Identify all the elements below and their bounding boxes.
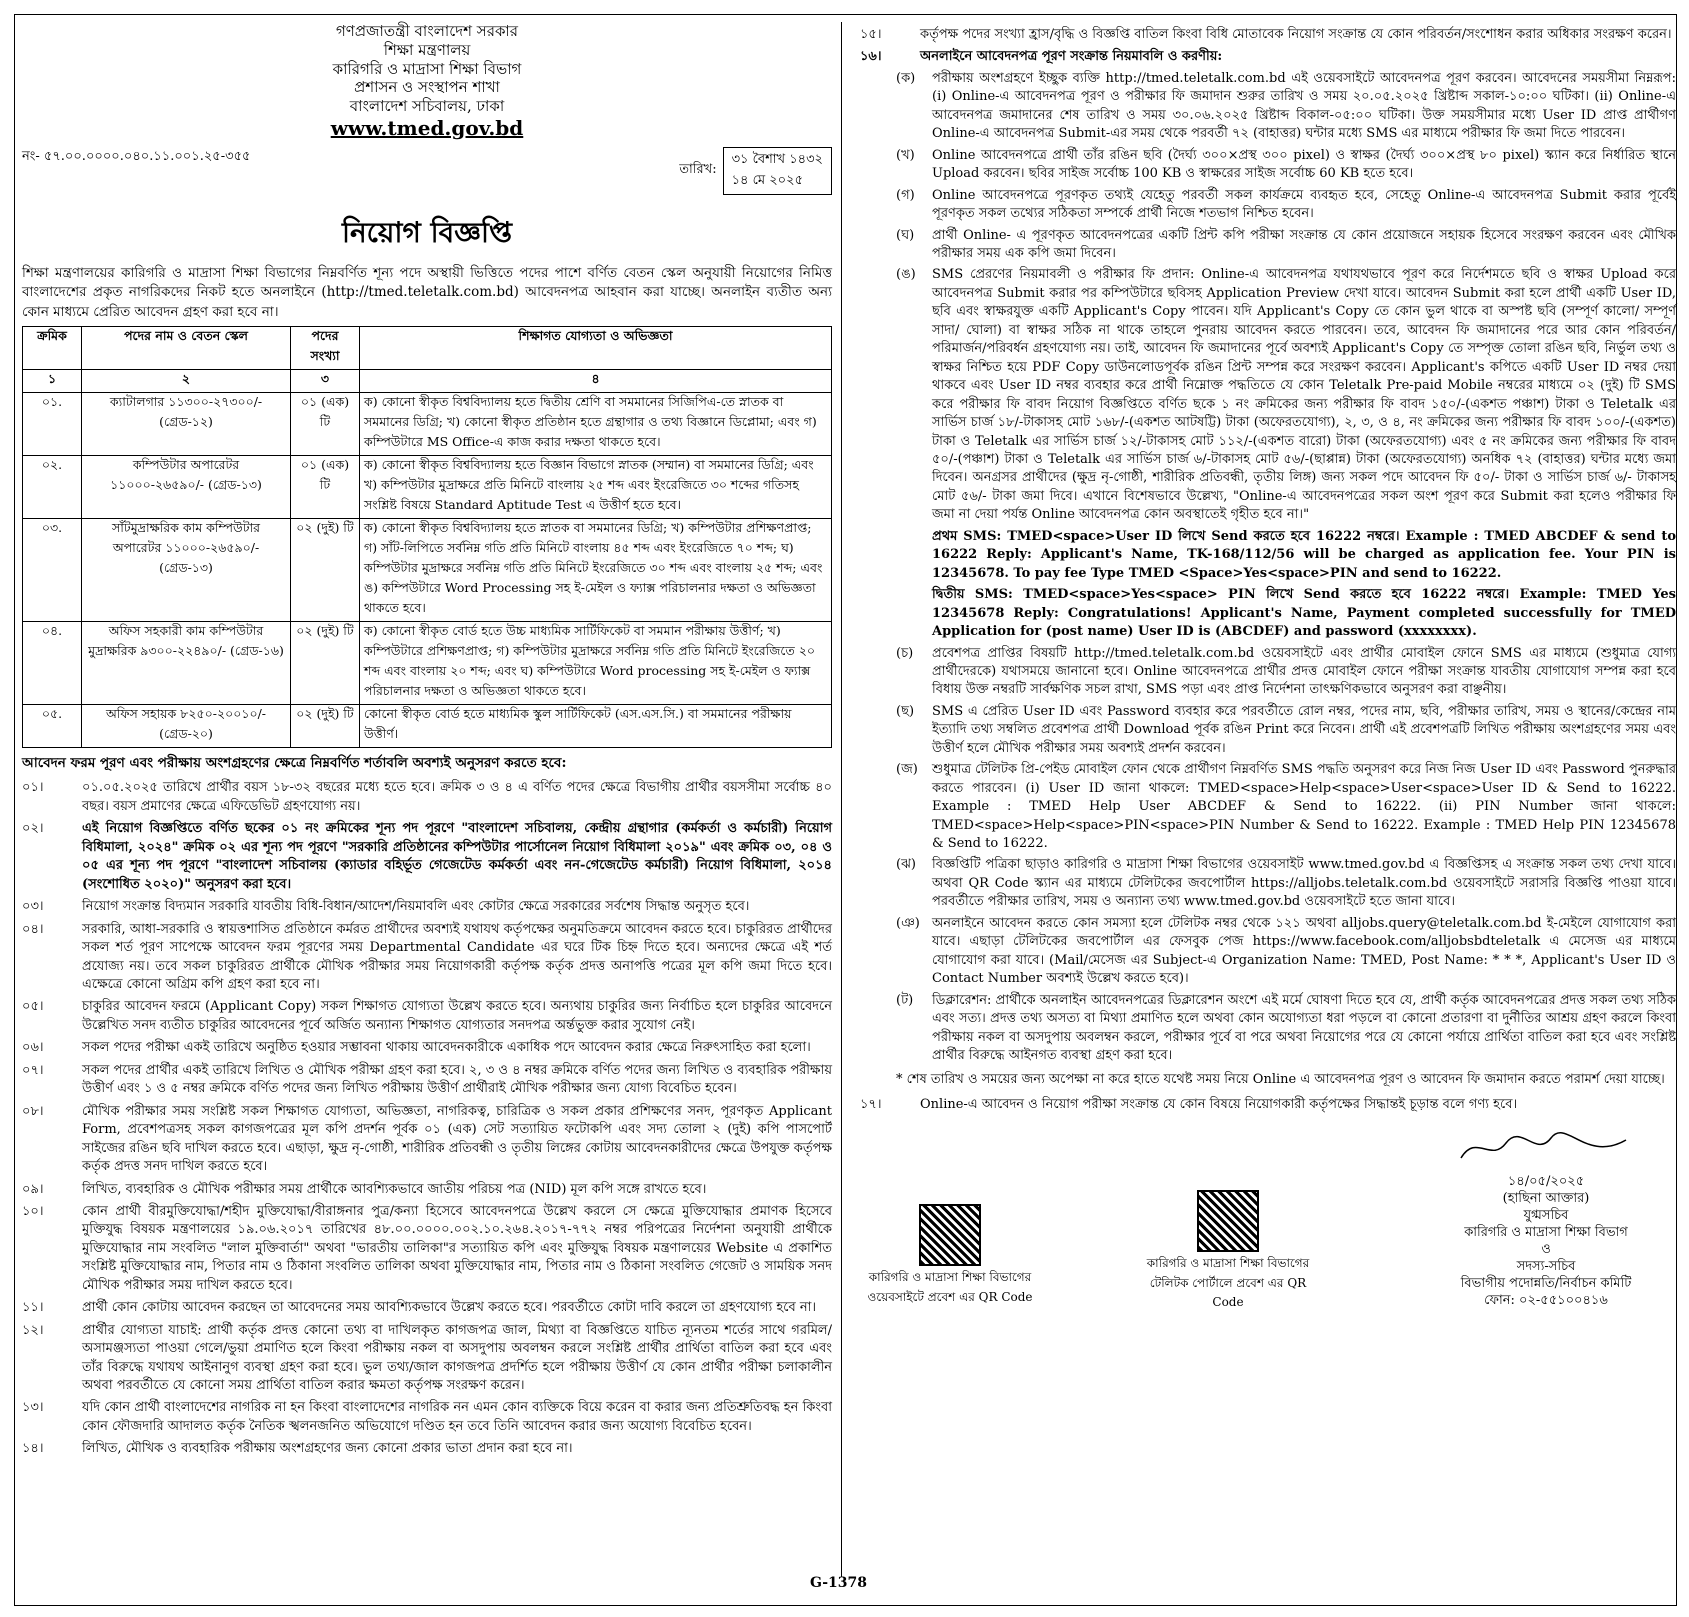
rule-text: পরীক্ষায় অংশগ্রহণে ইচ্ছুক ব্যক্তি http://tmed.teletalk.com.bd এই ওয়েবসাইটে আবেদনপত্র পূরণ করবেন। আবেদনের সময়সীমা নিম্নরূপ: (i) Online-এ আবেদনপত্র পূরণ ও পরীক্ষার ফি জমাদান শুরুর তারিখ ও সময় ২০.০৫.২০২৫ খ্রিষ্টাব্দ সকাল-১০:০০ ঘটিকা। (ii) Online-এ আবেদনপত্র জমাদানের শেষ তারিখ ও সময় ৩০.০৬.২০২৫ খ্রিষ্টাব্দ বিকাল-০৫:০০ ঘটিকা। উক্ত সময়সীমার মধ্যে User ID প্রাপ্ত প্রার্থীগণ Online-এ আবেদনপত্র Submit-এর সময় থেকে পরবর্তী ৭২ (বাহাত্তর) ঘন্টার মধ্যে SMS এর মাধ্যমে পরীক্ষার ফি জমা দিতে পারবেন। [932, 70, 1676, 142]
rule-label: (ঙ) [896, 267, 916, 283]
right-column [860, 22, 1676, 1309]
left-column [22, 22, 832, 1459]
condition-16-title [860, 48, 1676, 66]
column-divider [841, 22, 842, 1577]
condition-text: অনলাইনে আবেদনপত্র পূরণ সংক্রান্ত নিয়মাবলি ও করণীয়: [920, 49, 1223, 65]
notice-title: নিয়োগ বিজ্ঞপ্তি [341, 215, 513, 249]
rule-label: (ঘ) [896, 227, 915, 243]
signatory-name: (হাছিনা আক্তার) [1502, 1191, 1590, 1207]
rule-text: Online আবেদনপত্রে পূরণকৃত তথ্যই যেহেতু পরবর্তী সকল কার্যক্রমে ব্যবহৃত হবে, সেহেতু Online-এ আবেদনপত্র Submit করার পূর্বেই পূরণকৃত সকল তথ্যের সঠিকতা সম্পর্কে প্রার্থী নিজে শতভাগ নিশ্চিত হবেন। [932, 187, 1676, 222]
rule-label: (গ) [896, 187, 915, 203]
memo-row [22, 147, 832, 195]
cell-count: ০২ (দুই) টি [291, 519, 360, 622]
cell-serial: ০৩. [23, 519, 82, 622]
rule-label [896, 528, 932, 583]
qr-teletalk-caption: কারিগরি ও মাদ্রাসা শিক্ষা বিভাগের টেলিটক পোর্টালে প্রবেশ এর QR Code [1146, 1256, 1310, 1310]
condition-text: ০১.০৫.২০২৫ তারিখে প্রার্থীর বয়স ১৮-৩২ বছরের মধ্যে হতে হবে। ক্রমিক ৩ ও ৪ এ বর্ণিত পদের ক্ষেত্রে বিভাগীয় প্রার্থীর বয়সসীমা সর্বোচ্চ ৪০ বছর। বয়স প্রমাণের ক্ষেত্রে এফিডেভিট গ্রহণযোগ্য নয়। [82, 780, 832, 814]
rule-item [896, 147, 1676, 184]
condition-number: ০৮। [22, 1103, 44, 1119]
rule-label: (খ) [896, 147, 915, 163]
condition-item [22, 779, 832, 816]
condition-number: ০৩। [22, 899, 44, 915]
date-label: তারিখ: [679, 162, 717, 178]
cell-count: ০১ (এক) টি [291, 393, 360, 456]
rule-text: প্রার্থী Online- এ পূরণকৃত আবেদনপত্রের একটি প্রিন্ট কপি পরীক্ষা সংক্রান্ত যে কোন প্রয়োজনে সহায়ক হিসেবে সংরক্ষণ করবেন এবং মৌখিক পরীক্ষার সময় এক কপি জমা দিবেন। [932, 227, 1676, 261]
rule-text: দ্বিতীয় SMS: TMED<space>Yes<space> PIN লিখে Send করতে হবে 16222 নম্বরে। Example: TMED Yes 12345678 Reply: Congratulations! Applicant's Name, Payment completed successfully for TMED Application for (post name) User ID is (ABCDEF) and password (xxxxxxxx). [932, 587, 1676, 640]
condition-item [22, 1203, 832, 1295]
cell-count: ০১ (এক) টি [291, 456, 360, 519]
condition-number: ১১। [22, 1300, 44, 1316]
condition-number: ১৭। [860, 1096, 882, 1112]
header-line-1: গণপ্রজাতন্ত্রী বাংলাদেশ সরকার [335, 22, 519, 40]
rule-label: (জ) [896, 762, 918, 778]
header-line-5: বাংলাদেশ সচিবালয়, ঢাকা [349, 97, 505, 115]
cell-post: ক্যাটালগার ১১৩০০-২৭৩০০/- (গ্রেড-১২) [82, 393, 291, 456]
condition-text: চাকুরির আবেদন ফরমে (Applicant Copy) সকল শিক্ষাগত যোগ্যতা উল্লেখ করতে হবে। অন্যথায় চাকুরির জন্য নির্বাচিত হলে চাকুরির আবেদনে উল্লেখিত সনদ ব্যতীত চাকুরির আবেদনের পূর্বে অর্জিত অন্যান্য শিক্ষাগত যোগ্যতার সনদপত্র অর্ন্তভুক্ত করার সুযোগ নেই। [82, 999, 832, 1033]
condition-text: Online-এ আবেদন ও নিয়োগ পরীক্ষা সংক্রান্ত যে কোন বিষয়ে নিয়োগকারী কর্তৃপক্ষের সিদ্ধান্তই চূড়ান্ত বলে গণ্য হবে। [920, 1096, 1518, 1112]
condition-item [22, 1440, 832, 1458]
conditions-title: আবেদন ফরম পূরণ এবং পরীক্ষায় অংশগ্রহণের ক্ষেত্রে নিম্নবর্ণিত শর্তাবলি অবশ্যই অনুসরণ করতে হবে: [22, 755, 567, 772]
qr-code-icon[interactable] [919, 1204, 981, 1266]
condition-text: কোন প্রার্থী বীরমুক্তিযোদ্ধা/শহীদ মুক্তিযোদ্ধা/বীরাঙ্গনার পুত্র/কন্যা হিসেবে আবেদনপত্রে উল্লেখ করলে সে ক্ষেত্রে মুক্তিযোদ্ধার প্রমাণক হিসেবে মুক্তিযুদ্ধ বিষয়ক মন্ত্রণালয়ের ১৯.০৬.২০১৭ তারিখের ৪৮.০০.০০০০.০০২.১০.২৬৪.২০১৭-৭৭২ নম্বর পরিপত্রের নির্দেশনা অনুযায়ী প্রার্থীকে মুক্তিযোদ্ধার নাম সংবলিত "লাল মুক্তিবার্তা" অথবা "ভারতীয় তালিকা"র সত্যায়িত কপি এবং মুক্তিযুদ্ধ বিষয়ক মন্ত্রণালয়ের Website এ প্রকাশিত সংশ্লিষ্ট মুক্তিযোদ্ধার নাম, পিতার নাম ও ঠিকানা সংবলিত তালিকা অথবা মুক্তিযোদ্ধার নাম, পিতার নাম ও ঠিকানা সংবলিত গেজেট ও সাময়িক সনদ মৌখিক পরীক্ষার সময় দাখিল করতে হবে। [82, 1203, 832, 1293]
condition-number: ১৪। [22, 1441, 44, 1457]
sms-second [896, 586, 1676, 641]
date-en: ১৪ মে ২০২৫ [731, 172, 804, 188]
cell-qualification: ক) কোনো স্বীকৃত বোর্ড হতে উচ্চ মাধ্যমিক সার্টিফিকেট বা সমমান পরীক্ষায় উত্তীর্ণ; খ) কম্পিউটারে প্রশিক্ষণপ্রাপ্ত; গ) কম্পিউটার মুদ্রাক্ষরে সর্বনিম্ন গতি প্রতি মিনিটে ইংরেজিতে ২০ শব্দ এবং বাংলায় ২০ শব্দ; এবং ঘ) কম্পিউটারে Word processing সহ ই-মেইল ও ফ্যাক্স পরিচালনার দক্ষতা ও অভিজ্ঞতা থাকতে হবে। [360, 622, 832, 705]
rule-text: SMS প্রেরণের নিয়মাবলী ও পরীক্ষার ফি প্রদান: Online-এ আবেদনপত্র যথাযথভাবে পূরণ করে নির্দেশমতে ছবি ও স্বাক্ষর Upload করে আবেদনপত্র Submit করার পর কম্পিউটারে ছবিসহ Application Preview দেখা যাবে। আবেদন Submit করা হলে প্রার্থী একটি User ID, ছবি এবং স্বাক্ষরযুক্ত একটি Applicant's Copy পাবেন। যদি Applicant's Copy তে কোন ভুল থাকে বা অস্পষ্ট ছবি (সম্পূর্ণ কালো/ সম্পূর্ণ সাদা/ ঘোলা) বা স্বাক্ষর সঠিক না থাকে তাহলে পুনরায় আবেদন করতে পারবেন। তবে, আবেদন ফি জমাদানের পরে আর কোন পরিবর্তন/পরিমার্জন/পরিবর্ধন গ্রহণযোগ্য নয়। তাই, আবেদন ফি জমাদানের পূর্বে অবশ্যই Applicant's Copy তে সম্পৃক্ত তোলা রঙিন ছবি, নির্ভুল তথ্য ও স্বাক্ষর নিশ্চিত হয়ে PDF Copy ডাউনলোডপূর্বক রঙিন প্রিন্ট সম্পন্ন করে সংরক্ষণ করবেন। Applicant's কপিতে একটি User ID নম্বর দেয়া থাকবে এবং User ID নম্বর ব্যবহার করে প্রার্থী নিম্নোক্ত পদ্ধতিতে যে কোন Teletalk Pre-paid Mobile নম্বরের মাধ্যমে ০২ (দুই) টি SMS করে পরীক্ষার ফি বাবদ নিয়োগ বিজ্ঞপ্তিতে বর্ণিত ছকে ১ নং ক্রমিকের জন্য পরীক্ষার ফি বাবদ ১৫০/-(একশত পঞ্চাশ) টাকা ও Teletalk এর সার্ভিস চার্জ ১৮/-টাকাসহ মোট ১৬৮/-(একশত আটষট্টি) টাকা (অফেরতযোগ্য), ২, ৩, ও ৪, নং ক্রমিকের জন্য পরীক্ষার ফি বাবদ ১০০/-(একশত) টাকা ও Teletalk এর সার্ভিস চার্জ ১২/-টাকাসহ মোট ১১২/-(একশত বারো) টাকা (অফেরতযোগ্য) এবং ৫ নং ক্রমিকের জন্য পরীক্ষার ফি বাবদ ৫০/-(পঞ্চাশ) টাকা ও Teletalk এর সার্ভিস চার্জ ৬/-টাকাসহ মোট ৫৬/-(ছাপ্পান্ন) টাকা (অফেরতযোগ্য) অনধিক ৭২ (বাহাত্তর) ঘন্টার মধ্যে জমা দিবেন। অনগ্রসর প্রার্থীদের (ক্ষুদ্র নৃ-গোষ্ঠী, শারীরিক প্রতিবন্ধী, তৃতীয় লিঙ্গ) জন্য সকল পদে আবেদন ফি ৫০/- টাকা ও সার্ভিস চার্জ ৬/- টাকাসহ মোট ৫৬/- টাকা জমা দিবে। এখানে বিশেষভাবে উল্লেখ্য, "Online-এ আবেদনপত্রের সকল অংশ পূরণ করে Submit করা হলেও পরীক্ষার ফি জমা না দেয়া পর্যন্ত Online আবেদনপত্র কোন অবস্থাতেই গৃহীত হবে না।" [932, 267, 1676, 523]
th-index-3: ৩ [291, 370, 360, 393]
rule-text: SMS এ প্রেরিত User ID এবং Password ব্যবহার করে পরবর্তীতে রোল নম্বর, পদের নাম, ছবি, পরীক্ষার তারিখ, সময় ও স্থানের/কেন্দ্রের নাম ইত্যাদি তথ্য সম্বলিত প্রবেশপত্র প্রার্থী Download পূর্বক রঙিন Print করে নিবেন। প্রার্থী এই প্রবেশপত্রটি লিখিত পরীক্ষায় অংশগ্রহণের সময় এবং উত্তীর্ণ হলে মৌখিক পরীক্ষার সময় অবশ্যই প্রদর্শন করবেন। [932, 703, 1676, 756]
cell-qualification: ক) কোনো স্বীকৃত বিশ্ববিদ্যালয় হতে বিজ্ঞান বিভাগে স্নাতক (সম্মান) বা সমমানের ডিগ্রি; এবং খ) কম্পিউটার মুদ্রাক্ষরে প্রতি মিনিটে বাংলায় ২৫ শব্দ এবং ইংরেজিতে ৩০ শব্দের গতিসহ সংশ্লিষ্ট বিষয়ে Standard Aptitude Test এ উত্তীর্ণ হতে হবে। [360, 456, 832, 519]
cell-serial: ০১. [23, 393, 82, 456]
rule-item [896, 761, 1676, 853]
footer-row [860, 1128, 1676, 1309]
table-row [23, 393, 832, 456]
condition-text: সকল পদের প্রার্থীর একই তারিখে লিখিত ও মৌখিক পরীক্ষা গ্রহণ করা হবে। ২, ৩ ও ৪ নম্বর ক্রমিকে বর্ণিত পদের জন্য লিখিত ও ব্যবহারিক পরীক্ষায় উত্তীর্ণ এবং ১ ও ৫ নম্বর ক্রমিকে বর্ণিত পদের জন্য লিখিত পরীক্ষায় উত্তীর্ণ প্রার্থীরাই মৌখিক পরীক্ষার জন্য যোগ্য বিবেচিত হবেন। [82, 1062, 832, 1097]
intro-paragraph: শিক্ষা মন্ত্রণালয়ের কারিগরি ও মাদ্রাসা শিক্ষা বিভাগের নিম্নবর্ণিত শূন্য পদে অস্থায়ী ভিত্তিতে পদের পাশে বর্ণিত বেতন স্কেল অনুযায়ী নিয়োগের নিমিত্ত বাংলাদেশের প্রকৃত নাগরিকদের নিকট হতে অনলাইনে (http://tmed.teletalk.com.bd) আবেদনপত্র আহবান করা যাচ্ছে। অনলাইন ব্যতীত অন্য কোন মাধ্যমে প্রেরিত আবেদন গ্রহণ করা হবে না। [22, 264, 832, 320]
rule-label [896, 586, 932, 641]
condition-item [22, 921, 832, 995]
signature-icon [1456, 1128, 1636, 1168]
rule-item [896, 703, 1676, 758]
signature-block [1416, 1128, 1676, 1309]
condition-text: সকল পদের পরীক্ষা একই তারিখে অনুষ্ঠিত হওয়ার সম্ভাবনা থাকায় আবেদনকারীকে একাধিক পদে আবেদন করার ক্ষেত্রে নিরুৎসাহিত করা হলো। [82, 1040, 811, 1056]
condition-number: ০৬। [22, 1040, 44, 1056]
signatory-title: যুগ্মসচিব [1523, 1208, 1569, 1224]
cell-post: অফিস সহায়ক ৮২৫০-২০০১০/- (গ্রেড-২০) [82, 705, 291, 748]
condition-item [22, 1039, 832, 1057]
rule-label: (চ) [896, 645, 914, 661]
condition-item [22, 1103, 832, 1177]
signature-date: ১৪/০৫/২০২৫ [1507, 1174, 1585, 1190]
condition-text: লিখিত, ব্যবহারিক ও মৌখিক পরীক্ষার সময় প্রার্থীকে আবশ্যিকভাবে জাতীয় পরিচয় পত্র (NID) মূল কপি সঙ্গে রাখতে হবে। [82, 1181, 707, 1197]
qr-website-caption: কারিগরি ও মাদ্রাসা শিক্ষা বিভাগের ওয়েবসাইটে প্রবেশ এর QR Code [867, 1270, 1033, 1305]
condition-number: ০১। [22, 780, 44, 796]
signatory-phone: ফোন: ০২-৫৫১০০৪১৬ [1484, 1292, 1608, 1308]
posts-table [22, 326, 832, 748]
header-line-2: শিক্ষা মন্ত্রণালয় [383, 40, 471, 59]
th-serial: ক্রমিক [23, 327, 82, 370]
date-box [723, 147, 832, 195]
condition-number: ০৫। [22, 999, 44, 1015]
cell-count: ০২ (দুই) টি [291, 705, 360, 748]
th-post: পদের নাম ও বেতন স্কেল [82, 327, 291, 370]
condition-item [22, 820, 832, 894]
rule-text: অনলাইনে আবেদন করতে কোন সমস্যা হলে টেলিটক নম্বর থেকে ১২১ অথবা alljobs.query@teletalk.com.bd ই-মেইলে যোগাযোগ করা যাবে। এছাড়া টেলিটকের জবপোর্টাল এর ফেসবুক পেজ https://www.facebook.com/alljobsbdteletalk এ মেসেজ এর মাধ্যমে যোগাযোগ করা যাবে। (Mail/মেসেজ এর Subject-এ Organization Name: TMED, Post Name: * * *, Applicant's User ID ও Contact Number অবশ্যই উল্লেখ করতে হবে)। [932, 915, 1676, 987]
note-text: * শেষ তারিখ ও সময়ের জন্য অপেক্ষা না করে হাতে যথেষ্ট সময় নিয়ে Online এ আবেদনপত্র পূরণ ও আবেদন ফি জমাদান করতে পরামর্শ দেয়া যাচ্ছে। [896, 1072, 1665, 1088]
conditions-list [22, 779, 832, 1458]
rule-label: (ক) [896, 70, 916, 86]
condition-item [22, 1181, 832, 1199]
rule-item [896, 992, 1676, 1066]
table-row [23, 705, 832, 748]
th-qualification: শিক্ষাগত যোগ্যতা ও অভিজ্ঞতা [360, 327, 832, 370]
online-rules [860, 70, 1676, 1090]
condition-text: লিখিত, মৌখিক ও ব্যবহারিক পরীক্ষায় অংশগ্রহণের জন্য কোনো প্রকার ভাতা প্রদান করা হবে না। [82, 1441, 573, 1457]
rule-text: প্রথম SMS: TMED<space>User ID লিখে Send করতে হবে 16222 নম্বরে। Example : TMED ABCDEF & send to 16222 Reply: Applicant's Name, TK-168/112/56 will be charged as application fee. Your PIN is 12345678. To pay fee Type TMED <Space>Yes<space>PIN and send to 16222. [932, 528, 1676, 581]
condition-text: নিয়োগ সংক্রান্ত বিদ্যমান সরকারি যাবতীয় বিধি-বিধান/আদেশ/নিয়মাবলি এবং কোটার ক্ষেত্রে সরকারের সর্বশেষ সিদ্ধান্ত অনুসৃত হবে। [82, 899, 750, 915]
condition-item [22, 1322, 832, 1396]
condition-number: ১০। [22, 1203, 44, 1219]
rule-label: (ঝ) [896, 857, 916, 873]
rule-text: Online আবেদনপত্রে প্রার্থী তাঁর রঙিন ছবি (দৈর্ঘ্য ৩০০×প্রস্থ ৩০০ pixel) ও স্বাক্ষর (দৈর্ঘ্য ৩০০×প্রস্থ ৮০ pixel) স্ক্যান করে নির্ধারিত স্থানে Upload করবেন। ছবির সাইজ সর্বোচ্চ 100 KB ও স্বাক্ষরের সাইজ সর্বোচ্চ 60 KB হতে হবে। [932, 147, 1676, 182]
rule-text: বিজ্ঞপ্তিটি পত্রিকা ছাড়াও কারিগরি ও মাদ্রাসা শিক্ষা বিভাগের ওয়েবসাইট www.tmed.gov.bd এ বিজ্ঞপ্তিসহ এ সংক্রান্ত সকল তথ্য দেখা যাবে। অথবা QR Code স্ক্যান এর মাধ্যমে টেলিটকের জবপোর্টাল https://alljobs.teletalk.com.bd ওয়েবসাইটে সরাসরি বিজ্ঞপ্তি পাওয়া যাবে। পরবর্তীতে পরীক্ষার তারিখ, সময় ও অন্যান্য তথ্য www.tmed.gov.bd ওয়েবসাইটে হতে জানা যাবে। [932, 857, 1676, 910]
condition-item [22, 1399, 832, 1436]
memo-number: নং- ৫৭.০০.০০০০.০৪০.১১.০০১.২৫-৩৫৫ [22, 148, 251, 164]
rule-label: (ছ) [896, 703, 915, 719]
header-line-3: কারিগরি ও মাদ্রাসা শিক্ষা বিভাগ [332, 59, 522, 78]
condition-item [22, 998, 832, 1035]
table-row [23, 519, 832, 622]
th-index-1: ১ [23, 370, 82, 393]
rule-label: (ট) [896, 992, 914, 1008]
cell-qualification: ক) কোনো স্বীকৃত বিশ্ববিদ্যালয় হতে দ্বিতীয় শ্রেণি বা সমমানের সিজিপিএ-তে স্নাতক বা সমমানের ডিগ্রি; খ) কোনো স্বীকৃত প্রতিষ্ঠান হতে গ্রন্থাগার ও তথ্য বিজ্ঞানে ডিপ্লোমা; এবং গ) কম্পিউটারে MS Office-এ কাজ করার দক্ষতা থাকতে হবে। [360, 393, 832, 456]
condition-number: ১৩। [22, 1400, 44, 1416]
letterhead [22, 22, 832, 141]
condition-text: মৌখিক পরীক্ষার সময় সংশ্লিষ্ট সকল শিক্ষাগত যোগ্যতা, অভিজ্ঞতা, নাগরিকত্ব, চারিত্রিক ও সকল প্রকার প্রশিক্ষণের সনদ, পূরণকৃত Applicant Form, প্রবেশপত্রসহ সকল কাগজপত্রের মূল কপি প্রদর্শন পূর্বক ০১ (এক) সেট সত্যায়িত ফটোকপি এবং সদ্য তোলা ২ (দুই) কপি পাসপোর্ট সাইজের রঙিন ছবি দাখিল করতে হবে। এছাড়া, ক্ষুদ্র নৃ-গোষ্ঠী, শারীরিক প্রতিবন্ধী ও তৃতীয় লিঙ্গের কোটায় আবেদনকারীদের ক্ষেত্রে উপযুক্ত কর্তৃপক্ষ কর্তৃক প্রদত্ত সনদ দাখিল করতে হবে। [82, 1103, 832, 1175]
cell-qualification: কোনো স্বীকৃত বোর্ড হতে মাধ্যমিক স্কুল সার্টিফিকেট (এস.এস.সি.) বা সমমানের পরীক্ষায় উত্তীর্ণ। [360, 705, 832, 748]
rule-text: শুধুমাত্র টেলিটক প্রি-পেইড মোবাইল ফোন থেকে প্রার্থীগণ নিম্নবর্ণিত SMS পদ্ধতি অনুসরণ করে নিজ নিজ User ID এবং Password পুনরুদ্ধার করতে পারবেন। (i) User ID জানা থাকলে: TMED<space>Help<space>User<space>User ID & Send to 16222. Example : TMED Help User ABCDEF & Send to 16222. (ii) PIN Number জানা থাকলে: TMED<space>Help<space>PIN<space>PIN Number & Send to 16222. Example : TMED Help PIN 12345678 & Send to 16222. [932, 762, 1676, 852]
rule-label: (ঞ) [896, 915, 920, 931]
condition-text: প্রার্থীর যোগ্যতা যাচাই: প্রার্থী কর্তৃক প্রদত্ত কোনো তথ্য বা দাখিলকৃত কাগজপত্র জাল, মিথ্যা বা বিজ্ঞপ্তিতে যাচিত ন্যূনতম শর্তের সাথে গরমিল/অসামঞ্জস্যতা পাওয়া গেলে/ভুয়া প্রমাণিত হলে কিংবা পরীক্ষায় নকল বা অসদুপায় অবলম্বন করলে সংশ্লিষ্ট প্রার্থীর প্রার্থিতা বাতিল করা হবে এবং তাঁর বিরুদ্ধে যথাযথ আইনানুগ ব্যবস্থা গ্রহণ করা হবে। ভুল তথ্য/জাল কাগজপত্র প্রদর্শিত হলে পরীক্ষায় উত্তীর্ণ যে কোন প্রার্থীর পরীক্ষা চলাকালীন অথবা পরবর্তীতে যে কোনো সময় প্রার্থিতা বাতিল করার ক্ষমতা কর্তৃপক্ষ সংরক্ষণ করেন। [82, 1322, 832, 1394]
condition-number: ০৪। [22, 921, 44, 937]
th-index-4: ৪ [360, 370, 832, 393]
rule-text: ডিক্লারেশন: প্রার্থীকে অনলাইন আবেদনপত্রের ডিক্লারেশন অংশে এই মর্মে ঘোষণা দিতে হবে যে, প্রার্থী কর্তৃক আবেদনপত্রের প্রদত্ত সকল তথ্য সঠিক এবং সত্য। প্রদত্ত তথ্য অসত্য বা মিথ্যা প্রমাণিত হলে অথবা কোন অযোগ্যতা ধরা পড়লে বা কোনো প্রতারণা বা দুর্নীতির আশ্রয় গ্রহণ করলে কিংবা পরীক্ষায় নকল বা অসদুপায় অবলম্বন করলে, পরীক্ষার পূর্বে বা পরে অথবা নিয়োগের পরে যে কোনো পর্যায়ে প্রার্থিতা বাতিল করা হবে এবং সংশ্লিষ্ট প্রার্থীর বিরুদ্ধে আইনগত ব্যবস্থা গ্রহণ করা হবে। [932, 992, 1676, 1064]
condition-number: ০৯। [22, 1181, 44, 1197]
condition-item [22, 1299, 832, 1317]
condition-text: এই নিয়োগ বিজ্ঞপ্তিতে বর্ণিত ছকের ০১ নং ক্রমিকের শূন্য পদ পূরণে "বাংলাদেশ সচিবালয়, কেন্দ্রীয় গ্রন্থাগার (কর্মকর্তা ও কর্মচারী) নিয়োগ বিধিমালা, ২০২৪" ক্রমিক ০২ এর শূন্য পদ পূরণে "সরকারি প্রতিষ্ঠানের কম্পিউটার পার্সোনেল নিয়োগ বিধিমালা ২০১৯" এবং ক্রমিক ০৩, ০৪ ও ০৫ এর শূন্য পদ পূরণে "বাংলাদেশ সচিবালয় (ক্যাডার বহির্ভূত গেজেটেড কর্মকর্তা এবং নন-গেজেটেড কর্মচারী) নিয়োগ বিধিমালা, ২০১৪ (সংশোধিত ২০২০)" অনুসরণ করা হবে। [82, 821, 832, 892]
cell-serial: ০৫. [23, 705, 82, 748]
condition-number: ০২। [22, 821, 44, 837]
cell-post: অফিস সহকারী কাম কম্পিউটার মুদ্রাক্ষরিক ৯৩০০-২২৪৯০/- (গ্রেড-১৬) [82, 622, 291, 705]
signatory-committee: বিভাগীয় পদোন্নতি/নির্বাচন কমিটি [1460, 1275, 1632, 1291]
signatory-and: ও [1541, 1241, 1551, 1257]
date-bn: ৩১ বৈশাখ ১৪৩২ [731, 151, 823, 167]
rule-item [896, 856, 1676, 911]
condition-number: ০৭। [22, 1062, 44, 1078]
rule-item [896, 915, 1676, 989]
rule-item [896, 187, 1676, 224]
condition-item [22, 1062, 832, 1099]
qr-teletalk[interactable] [1138, 1190, 1318, 1309]
cell-serial: ০২. [23, 456, 82, 519]
rule-item [896, 645, 1676, 700]
qr-code-icon[interactable] [1197, 1190, 1259, 1252]
rule-text: প্রবেশপত্র প্রাপ্তির বিষয়টি http://tmed.teletalk.com.bd ওয়েবসাইটে এবং প্রার্থীর মোবাইল ফোনে SMS এর মাধ্যমে (শুধুমাত্র যোগ্য প্রার্থীদেরকে) যথাসময়ে জানানো হবে। Online আবেদনপত্রে প্রার্থীর প্রদত্ত মোবাইল ফোনে পরীক্ষা সংক্রান্ত যাবতীয় যোগাযোগ সম্পন্ন করা হবে বিধায় উক্ত নম্বরটি সার্বক্ষণিক সচল রাখা, SMS পড়া এবং প্রাপ্ত নির্দেশনা তাৎক্ষণিকভাবে অনুসরণ করা বাঞ্ছনীয়। [932, 645, 1676, 698]
header-line-4: প্রশাসন ও সংস্থাপন শাখা [354, 78, 500, 97]
deadline-note [896, 1071, 1676, 1089]
th-index-2: ২ [82, 370, 291, 393]
condition-17 [860, 1096, 1676, 1114]
condition-text: কর্তৃপক্ষ পদের সংখ্যা হ্রাস/বৃদ্ধি ও বিজ্ঞপ্তি বাতিল কিংবা বিধি মোতাবেক নিয়োগ সংক্রান্ত যে কোন পরিবর্তন/সংশোধন করার অধিকার সংরক্ষণ করেন। [920, 27, 1672, 42]
rule-item [896, 266, 1676, 524]
rule-item [896, 227, 1676, 264]
signatory-role: সদস্য-সচিব [1516, 1258, 1576, 1274]
condition-text: যদি কোন প্রার্থী বাংলাদেশের নাগরিক না হন কিংবা বাংলাদেশের নাগরিক নন এমন কোন ব্যক্তিকে বিয়ে করেন বা করার জন্য প্রতিশ্রুতিবদ্ধ হন কিংবা কোন ফৌজদারি আদালত কর্তৃক নৈতিক স্খলনজনিত অভিযোগে দণ্ডিত হন তবে তিনি আবেদন করার জন্য অযোগ্য বিবেচিত হবেন। [82, 1400, 832, 1434]
cell-count: ০২ (দুই) টি [291, 622, 360, 705]
qr-website[interactable] [860, 1204, 1040, 1309]
cell-serial: ০৪. [23, 622, 82, 705]
condition-number: ১৫। [860, 27, 882, 42]
condition-number: ১৬। [860, 49, 882, 65]
header-url[interactable]: www.tmed.gov.bd [330, 115, 524, 140]
condition-number: ১২। [22, 1322, 44, 1338]
signatory-dept: কারিগরি ও মাদ্রাসা শিক্ষা বিভাগ [1464, 1224, 1628, 1240]
table-row [23, 622, 832, 705]
condition-15 [860, 26, 1676, 44]
sms-first [896, 528, 1676, 583]
cell-post: সাঁটমুদ্রাক্ষরিক কাম কম্পিউটার অপারেটর ১১০০০-২৬৫৯০/- (গ্রেড-১৩) [82, 519, 291, 622]
condition-text: প্রার্থী কোন কোটায় আবেদন করছেন তা আবেদনের সময় আবশ্যিকভাবে উল্লেখ করতে হবে। পরবর্তীতে কোটা দাবি করলে তা গ্রহণযোগ্য হবে না। [82, 1300, 817, 1316]
document-code: G-1378 [810, 1575, 867, 1591]
cell-qualification: ক) কোনো স্বীকৃত বিশ্ববিদ্যালয় হতে স্নাতক বা সমমানের ডিগ্রি; খ) কম্পিউটার প্রশিক্ষণপ্রাপ্ত; গ) সাঁট-লিপিতে সর্বনিম্ন গতি প্রতি মিনিটে বাংলায় ৪৫ শব্দ এবং ইংরেজিতে ৭০ শব্দ; ঘ) কম্পিউটার মুদ্রাক্ষরে সর্বনিম্ন গতি প্রতি মিনিটে ইংরেজিতে ৩০ শব্দ এবং বাংলায় ২৫ শব্দ; এবং ঙ) কম্পিউটারে Word Processing সহ ই-মেইল ও ফ্যাক্স পরিচালনার দক্ষতা ও অভিজ্ঞতা থাকতে হবে। [360, 519, 832, 622]
table-row [23, 456, 832, 519]
condition-item [22, 898, 832, 916]
th-count: পদের সংখ্যা [291, 327, 360, 370]
condition-text: সরকারি, আধা-সরকারি ও স্বায়ত্তশাসিত প্রতিষ্ঠানে কর্মরত প্রার্থীদের অবশ্যই যথাযথ কর্তৃপক্ষের অনুমতিক্রমে আবেদন করতে হবে। চাকুরিরত প্রার্থীদের সকল শর্ত পূরণ সাপেক্ষে আবেদন ফরম পূরণের সময় Departmental Candidate এর ঘরে টিক চিহ্ন দিতে হবে। অন্যদের ক্ষেত্রে এই শর্ত প্রযোজ্য নয়। তবে সকল চাকুরিরত প্রার্থীকে মৌখিক পরীক্ষার সময় নিয়োগকারী কর্তৃপক্ষ কর্তৃক প্রদত্ত অনাপত্তি পত্রের মূল কপি জমা দিতে হবে। এক্ষেত্রে কোনো অগ্রিম কপি গ্রহণ করা হবে না। [82, 921, 832, 992]
rule-item [896, 70, 1676, 144]
cell-post: কম্পিউটার অপারেটর ১১০০০-২৬৫৯০/- (গ্রেড-১৩) [82, 456, 291, 519]
